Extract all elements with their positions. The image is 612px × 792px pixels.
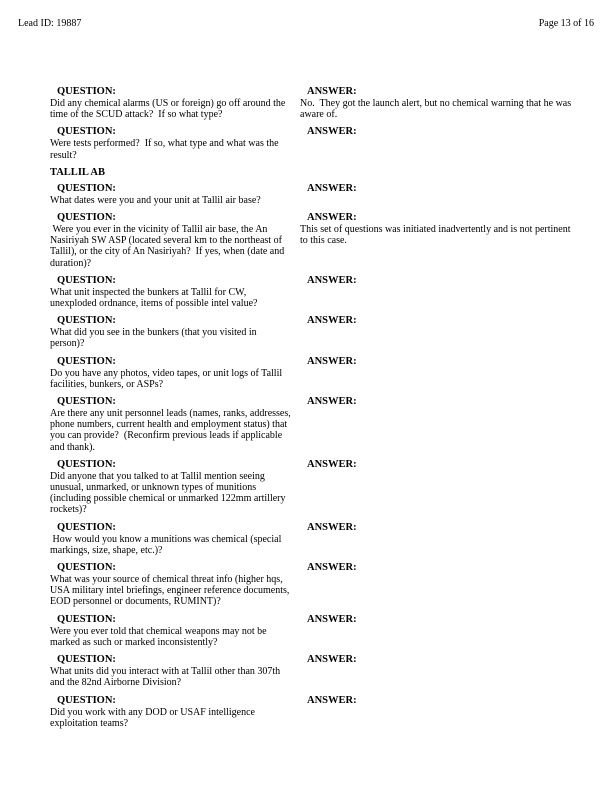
qa-list (50, 85, 582, 729)
question-label: QUESTION: (57, 458, 116, 470)
question-text: What dates were you and your unit at Tallil air base? (50, 194, 261, 206)
answer-label: ANSWER: (307, 212, 357, 224)
answer-text: This set of questions was initiated inadvertently and is not pertinent to this case. (300, 224, 574, 247)
question-block (50, 561, 300, 608)
answer-block (300, 613, 580, 626)
answer-label: ANSWER: (307, 521, 357, 533)
qa-row (50, 521, 582, 556)
answer-block (300, 182, 580, 195)
question-text: What unit inspected the bunkers at Tallil for CW, unexploded ordnance, items of possible intel value? (50, 286, 258, 310)
qa-row (50, 694, 582, 729)
question-text: How would you know a munitions was chemical (special markings, size, shape, etc.)? (50, 533, 284, 556)
answer-label: ANSWER: (307, 458, 357, 470)
question-label: QUESTION: (57, 654, 116, 666)
lead-id: Lead ID: 19887 (18, 18, 82, 29)
question-block (50, 85, 300, 120)
qa-row (50, 561, 582, 608)
question-text: Did anyone that you talked to at Tallil mention seeing unusual, unmarked, or unknown types of munitions (including possible chemical or unmarked 122mm artillery rockets)? (50, 470, 288, 516)
question-label: QUESTION: (57, 521, 116, 533)
question-label: QUESTION: (57, 396, 116, 408)
answer-block (300, 211, 580, 246)
question-text: Did any chemical alarms (US or foreign) go off around the time of the SCUD attack? If so what type? (50, 98, 288, 121)
qa-row (50, 653, 582, 688)
answer-block (300, 561, 580, 574)
qa-row (50, 314, 582, 349)
qa-row (50, 355, 582, 390)
answer-label: ANSWER: (307, 654, 357, 666)
answer-block (300, 125, 580, 138)
question-text: Were tests performed? If so, what type and what was the result? (50, 138, 282, 161)
question-block (50, 395, 300, 453)
question-block (50, 653, 300, 688)
answer-block (300, 274, 580, 287)
question-label: QUESTION: (57, 613, 116, 625)
question-text: Are there any unit personnel leads (names, ranks, addresses, phone numbers, current health and employment status) that you can provide? (Reconfirm previous leads if applicable and thank). (50, 408, 294, 453)
answer-block (300, 458, 580, 471)
answer-text: No. They got the launch alert, but no chemical warning that he was aware of. (300, 98, 574, 121)
qa-row (50, 182, 582, 206)
question-block (50, 694, 300, 729)
document-header (18, 18, 594, 29)
question-block (50, 521, 300, 556)
question-label: QUESTION: (57, 694, 116, 706)
question-label: QUESTION: (57, 315, 116, 327)
question-block (50, 314, 300, 349)
answer-label: ANSWER: (307, 355, 357, 367)
question-block (50, 355, 300, 390)
question-text: What units did you interact with at Tallil other than 307th and the 82nd Airborne Division? (50, 666, 283, 689)
section-header-tallil-ab: TALLIL AB (50, 166, 105, 178)
question-text: Did you work with any DOD or USAF intelligence exploitation teams? (50, 706, 258, 729)
question-label: QUESTION: (57, 212, 116, 224)
answer-label: ANSWER: (307, 694, 357, 706)
answer-label: ANSWER: (307, 126, 357, 138)
question-block (50, 211, 300, 269)
answer-block (300, 521, 580, 534)
qa-row (50, 211, 582, 269)
question-label: QUESTION: (57, 182, 116, 194)
question-text: Were you ever in the vicinity of Tallil air base, the An Nasiriyah SW ASP (located several km to the northeast of Tallil), or the city of An Nasiriyah? If yes, when (date and duration)? (50, 224, 287, 269)
answer-block (300, 653, 580, 666)
answer-block (300, 314, 580, 327)
qa-row (50, 613, 582, 648)
question-label: QUESTION: (57, 126, 116, 138)
answer-block (300, 694, 580, 707)
question-text: Were you ever told that chemical weapons may not be marked as such or marked inconsistently? (50, 625, 270, 648)
question-block (50, 125, 300, 160)
answer-label: ANSWER: (307, 182, 357, 194)
question-label: QUESTION: (57, 562, 116, 574)
question-block (50, 613, 300, 648)
qa-row (50, 125, 582, 160)
question-label: QUESTION: (57, 86, 116, 97)
question-label: QUESTION: (57, 355, 116, 367)
answer-block (300, 355, 580, 368)
question-text: What did you see in the bunkers (that you visited in person)? (50, 327, 260, 350)
answer-block (300, 85, 580, 120)
question-block (50, 182, 300, 206)
question-label: QUESTION: (57, 274, 116, 286)
qa-row (50, 458, 582, 516)
question-text: What was your source of chemical threat info (higher hqs, USA military intel briefings, engineer reference documents, EOD personnel or documents, RUMINT)? (50, 574, 292, 608)
qa-row (50, 274, 582, 309)
qa-row (50, 85, 582, 120)
question-block (50, 274, 300, 309)
qa-row (50, 395, 582, 453)
page-number: Page 13 of 16 (538, 18, 594, 29)
answer-label: ANSWER: (307, 396, 357, 408)
question-block (50, 458, 300, 516)
answer-label: ANSWER: (307, 562, 357, 574)
answer-label: ANSWER: (307, 613, 357, 625)
question-text: Do you have any photos, video tapes, or unit logs of Tallil facilities, bunkers, or ASPs? (50, 367, 285, 390)
answer-label: ANSWER: (307, 86, 357, 97)
answer-label: ANSWER: (307, 315, 357, 327)
answer-label: ANSWER: (307, 274, 357, 286)
answer-block (300, 395, 580, 408)
